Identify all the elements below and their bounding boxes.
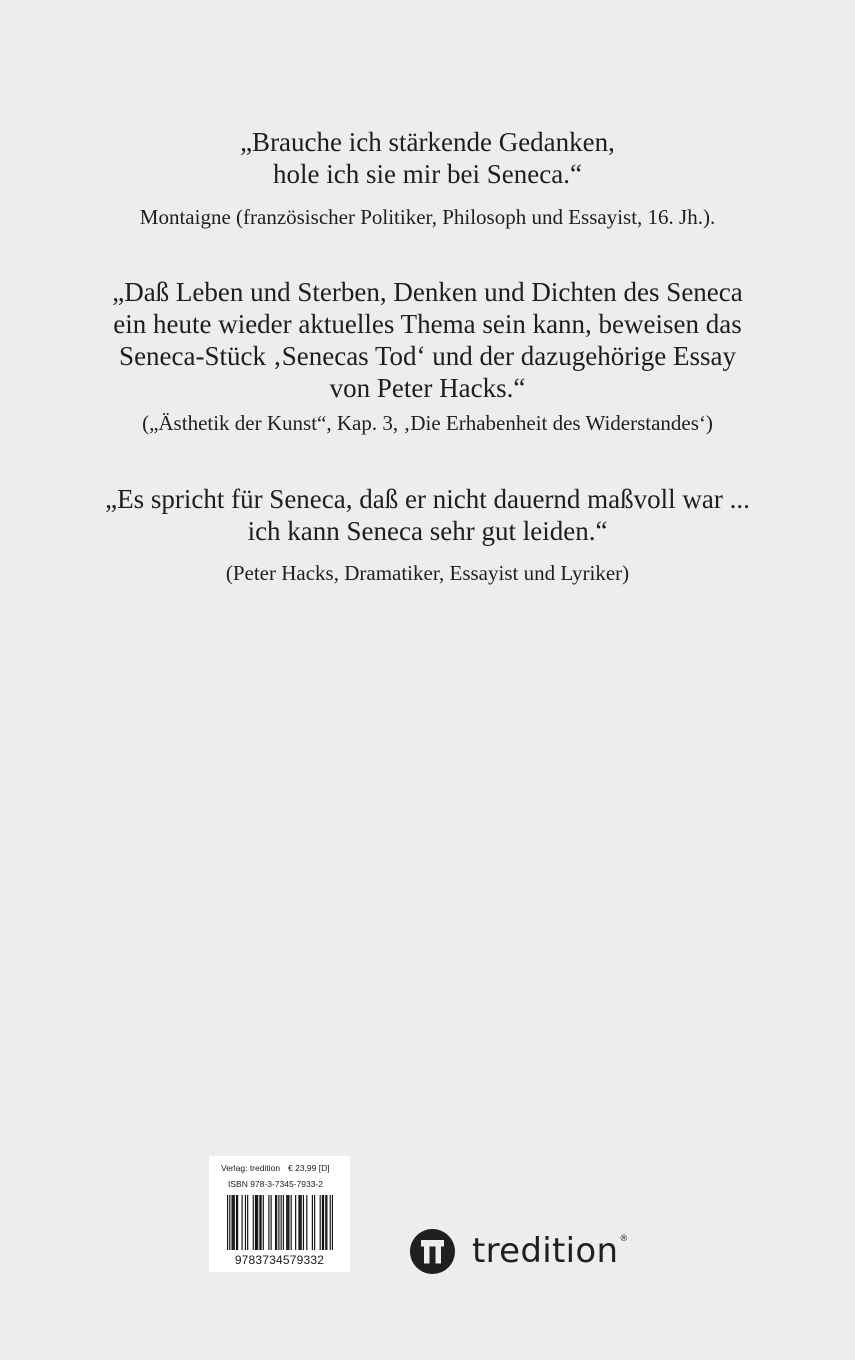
barcode-bar (287, 1195, 288, 1250)
barcode-price: € 23,99 [D] (288, 1163, 330, 1173)
barcode-bar (278, 1195, 279, 1250)
barcode-bar (281, 1195, 282, 1250)
barcode-bar (325, 1195, 326, 1250)
barcode-bar (233, 1195, 234, 1250)
barcode-bar (257, 1195, 258, 1250)
barcode-bar (247, 1195, 248, 1250)
barcode-bar (330, 1195, 331, 1250)
barcode-isbn: ISBN 978-3-7345-7933-2 (228, 1179, 323, 1189)
barcode-bar (260, 1195, 261, 1250)
barcode-bar (275, 1195, 276, 1250)
publisher-logo (410, 1228, 628, 1274)
barcode-label (209, 1156, 350, 1272)
barcode-bar (231, 1195, 232, 1250)
barcode-bar (326, 1195, 327, 1250)
barcode-bar (314, 1195, 315, 1250)
barcode-bar (245, 1195, 246, 1250)
barcode-bar (242, 1195, 243, 1250)
quote-line: „Daß Leben und Sterben, Denken und Dichten des Seneca (112, 277, 743, 307)
barcode-bar (300, 1195, 301, 1250)
barcode-number: 9783734579332 (234, 1253, 325, 1267)
barcode-bar (306, 1195, 307, 1250)
quote-attribution-1 (0, 204, 855, 230)
attribution-text: (Peter Hacks, Dramatiker, Essayist und Lyriker) (225, 561, 630, 585)
barcode-bar (332, 1195, 333, 1250)
attribution-text: Montaigne (französischer Politiker, Philosoph und Essayist, 16. Jh.). (139, 205, 716, 229)
quote-attribution-2 (0, 410, 855, 436)
barcode-bar (320, 1195, 321, 1250)
quote-1 (0, 126, 855, 190)
attribution-text: („Ästhetik der Kunst“, Kap. 3, ‚Die Erhabenheit des Widerstandes‘) (142, 411, 713, 435)
barcode-bar (237, 1195, 238, 1250)
tredition-logo-icon (410, 1229, 455, 1274)
barcode-bar (276, 1195, 277, 1250)
quote-line: ich kann Seneca sehr gut leiden.“ (247, 516, 608, 546)
barcode-bar (312, 1195, 313, 1250)
barcode-bar (263, 1195, 264, 1250)
barcode-bar (291, 1195, 292, 1250)
quote-line: hole ich sie mir bei Seneca.“ (273, 159, 582, 189)
barcode-bar (255, 1195, 256, 1250)
barcode-bar (283, 1195, 284, 1250)
quote-line: von Peter Hacks.“ (329, 373, 526, 403)
registered-mark: ® (619, 1234, 629, 1244)
quote-3 (0, 483, 855, 547)
quote-attribution-3 (0, 560, 855, 586)
quote-line: ein heute wieder aktuelles Thema sein kann, beweisen das (113, 309, 742, 339)
barcode-bar (301, 1195, 302, 1250)
quote-2 (0, 276, 855, 404)
barcode-bar (322, 1195, 323, 1250)
barcode-bar (256, 1195, 257, 1250)
quote-line: „Es spricht für Seneca, daß er nicht dauernd maßvoll war ... (105, 484, 750, 514)
barcode-bar (234, 1195, 235, 1250)
barcode-bar (227, 1195, 228, 1250)
quote-line: „Brauche ich stärkende Gedanken, (240, 127, 615, 157)
barcode-bar (303, 1195, 304, 1250)
barcode-bar (229, 1195, 230, 1250)
barcode-bar (271, 1195, 272, 1250)
barcode-bar (259, 1195, 260, 1250)
barcode-bars (227, 1195, 333, 1250)
barcode-bar (288, 1195, 289, 1250)
barcode-bar (268, 1195, 269, 1250)
barcode-bar (236, 1195, 237, 1250)
barcode-bar (298, 1195, 299, 1250)
barcode-bar (295, 1195, 296, 1250)
logo-wordmark: tredition (472, 1231, 619, 1271)
barcode-bar (323, 1195, 324, 1250)
barcode-bar (286, 1195, 287, 1250)
barcode-publisher: Verlag: tredition (221, 1163, 281, 1173)
quote-line: Seneca-Stück ‚Senecas Tod‘ und der dazugehörige Essay (119, 341, 736, 371)
barcode-bar (253, 1195, 254, 1250)
